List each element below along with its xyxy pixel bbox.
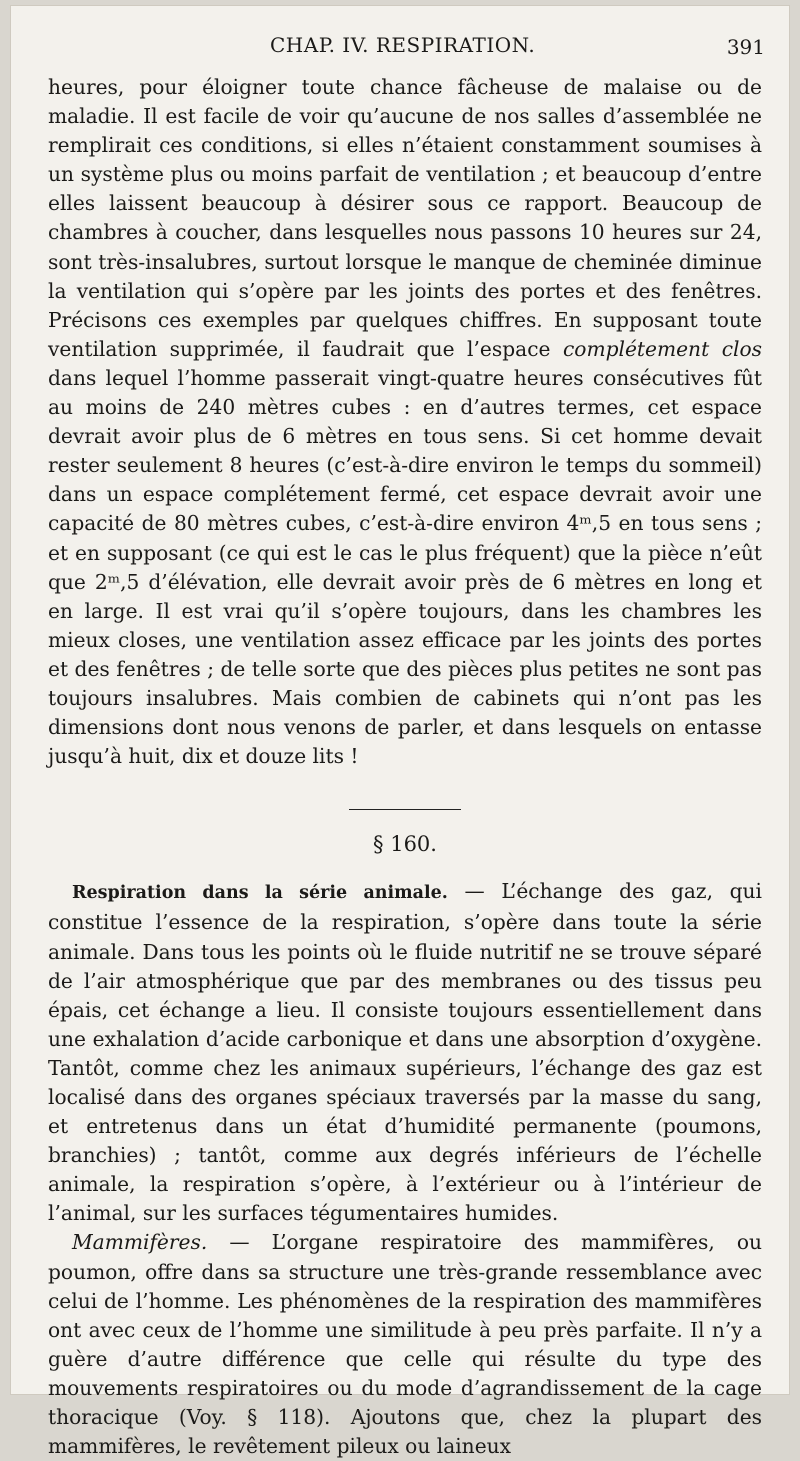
paragraph-text: dans lequel l’homme passerait vingt-quatre heures consécutives fût au moins de 240 mètres cubes : en d’autres termes, cet espace devrait avoir plus de 6 mètres en tous sens. Si cet homme devait rester seulement 8 heures (c’est-à-dire environ le temps du sommeil) dans un espace complétement fermé, cet espace devrait avoir une capacité de 80 mètres cubes, c’est-à-dire environ 4ᵐ,5 en tous sens ; et en supposant (ce qui est le cas le plus fréquent) que la pièce n’eût que 2ᵐ,5 d’élévation, elle devrait avoir près de 6 mètres en long et en large. Il est vrai qu’il s’opère toujours, dans les chambres les mieux closes, une ventilation assez efficace par les joints des portes et des fenêtres ; de telle sorte que des pièces plus petites ne sont pas toujours insalubres. Mais combien de cabinets qui n’ont pas les dimensions dont nous venons de parler, et dans lesquels on entasse jusqu’à huit, dix et douze lits ! <box>48 365 762 769</box>
italic-phrase: complétement clos <box>562 336 762 361</box>
mammals-dash: — <box>207 1230 272 1255</box>
section-paragraph <box>48 877 762 1228</box>
page-number: 391 <box>726 35 765 59</box>
mammals-paragraph <box>48 1228 762 1461</box>
section-number: § 160. <box>373 832 437 857</box>
section-runin-title: Respiration dans la série animale. <box>72 883 448 904</box>
paragraph-text: heures, pour éloigner toute chance fâcheuse de malaise ou de maladie. Il est facile de voir qu’aucune de nos salles d’assemblée ne remplirait ces conditions, si elles n’étaient constamment soumises à un système plus ou moins parfait de ventilation ; et beaucoup d’entre elles laissent beaucoup à désirer sous ce rapport. Beaucoup de chambres à coucher, dans lesquelles nous passons 10 heures sur 24, sont très-insalubres, surtout lorsque le manque de cheminée diminue la ventilation qui s’opère par les joints des portes et des fenêtres. Précisons ces exemples par quelques chiffres. En supposant toute ventilation supprimée, il faudrait que l’espace <box>48 75 762 361</box>
runin-dash: — <box>447 879 502 904</box>
page-header <box>10 33 790 65</box>
mammals-body: L’organe respiratoire des mammifères, ou poumon, offre dans sa structure une très-grande ressemblance avec celui de l’homme. Les phénomènes de la respiration des mammifères ont avec ceux de l’homme une similitude à peu près parfaite. Il n’y a guère d’autre différence que celle qui résulte du type des mouvements respiratoires ou du mode d’agrandissement de la cage thoracique (Voy. § 118). Ajoutons que, chez la plupart des mammifères, le revêtement pileux ou laineux <box>48 1230 762 1459</box>
section-body: L’échange des gaz, qui constitue l’essence de la respiration, s’opère dans toute la série animale. Dans tous les points où le fluide nutritif ne se trouve séparé de l’air atmosphérique que par des membranes ou des tissus peu épais, cet échange a lieu. Il consiste toujours essentiellement dans une exhalation d’acide carbonique et dans une absorption d’oxygène. Tantôt, comme chez les animaux supérieurs, l’échange des gaz est localisé dans des organes spéciaux traversés par la masse du sang, et entretenus dans un état d’humidité permanente (poumons, branchies) ; tantôt, comme aux degrés inférieurs de l’échelle animale, la respiration s’opère, à l’extérieur ou à l’intérieur de l’animal, sur les surfaces tégumentaires humides. <box>48 879 762 1226</box>
mammals-title: Mammifères. <box>72 1230 208 1255</box>
running-head: CHAP. IV. RESPIRATION. <box>270 33 536 57</box>
book-page <box>10 5 790 1459</box>
paragraph-continued <box>48 73 762 771</box>
section-divider <box>349 809 461 810</box>
page-body <box>48 73 762 1461</box>
